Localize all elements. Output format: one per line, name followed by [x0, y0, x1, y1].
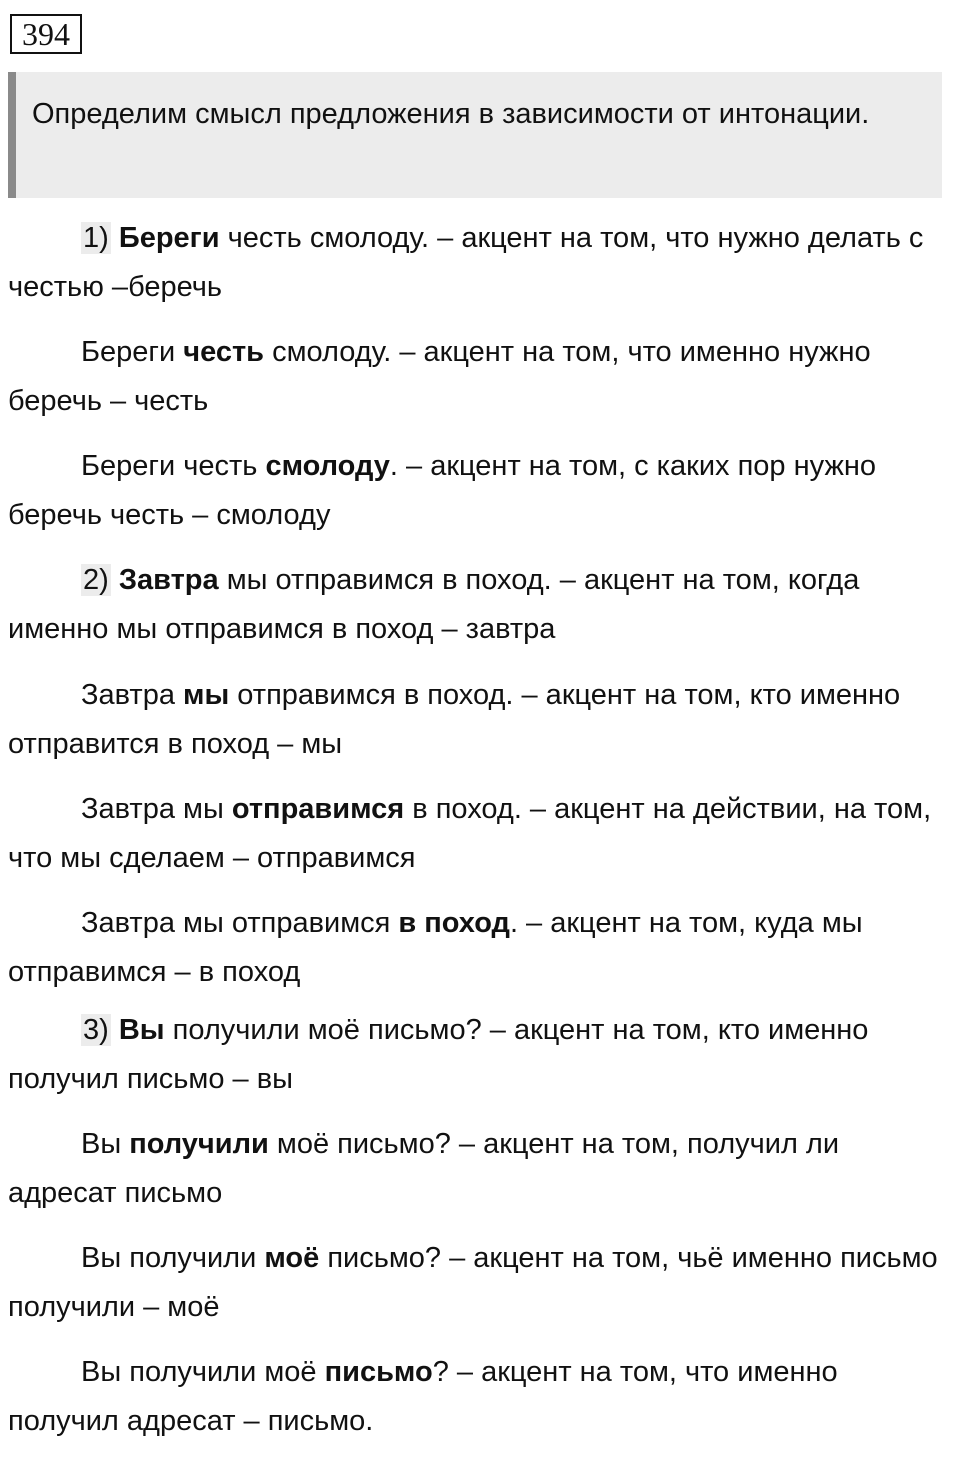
text-pre: Завтра мы отправимся [81, 907, 399, 939]
paragraph [8, 671, 953, 769]
paragraph [8, 1234, 953, 1332]
stressed-word: в поход [398, 907, 510, 939]
text-pre: Вы [81, 1128, 130, 1160]
intro-box [8, 72, 942, 198]
paragraph [8, 1120, 953, 1218]
stressed-word: мы [183, 679, 230, 711]
text-post: ? – акцент на том, что именно получил адресат – письмо. [8, 1356, 838, 1437]
stressed-word: Береги [118, 222, 220, 254]
stressed-word: моё [264, 1242, 320, 1274]
paragraph [8, 214, 953, 312]
paragraph [8, 1348, 953, 1446]
paragraph [8, 1006, 953, 1104]
text-pre: Завтра [81, 679, 184, 711]
paragraph [8, 785, 953, 883]
text-post: отправимся в поход. – акцент на том, кто именно отправится в поход – мы [8, 679, 901, 760]
text-pre: Завтра мы [81, 793, 232, 825]
text-post: письмо? – акцент на том, чьё именно письмо получили – моё [8, 1242, 938, 1323]
stressed-word: письмо [324, 1356, 433, 1388]
text-post: честь смолоду. – акцент на том, что нужно делать с честью –беречь [8, 222, 924, 303]
text-pre: Вы получили [81, 1242, 265, 1274]
text-post: в поход. – акцент на действии, на том, что мы сделаем – отправимся [8, 793, 932, 874]
task-number: 394 [10, 14, 82, 54]
text-post: . – акцент на том, с каких пор нужно беречь честь – смолоду [8, 450, 876, 531]
paragraph [8, 442, 953, 540]
stressed-word: смолоду [265, 450, 390, 482]
paragraph [8, 556, 953, 654]
stressed-word: отправимся [231, 793, 405, 825]
stressed-word: честь [183, 336, 265, 368]
stressed-word: Завтра [118, 564, 219, 596]
text-post: получили моё письмо? – акцент на том, кто именно получил письмо – вы [8, 1014, 869, 1095]
text-post: моё письмо? – акцент на том, получил ли адресат письмо [8, 1128, 840, 1209]
paragraph [8, 899, 953, 997]
item-marker: 1) [83, 222, 109, 254]
stressed-word: Вы [118, 1014, 165, 1046]
text-post: мы отправимся в поход. – акцент на том, когда именно мы отправимся в поход – завтра [8, 564, 860, 645]
text-pre: Вы получили моё [81, 1356, 325, 1388]
text-pre: Береги [81, 336, 184, 368]
text-pre: Береги честь [81, 450, 266, 482]
paragraph [8, 328, 953, 426]
text-post: смолоду. – акцент на том, что именно нужно беречь – честь [8, 336, 871, 417]
item-marker: 3) [83, 1014, 109, 1046]
text-post: . – акцент на том, куда мы отправимся – в поход [8, 907, 863, 988]
item-marker: 2) [83, 564, 109, 596]
stressed-word: получили [129, 1128, 269, 1160]
intro-text: Определим смысл предложения в зависимости от интонации. [32, 98, 870, 130]
